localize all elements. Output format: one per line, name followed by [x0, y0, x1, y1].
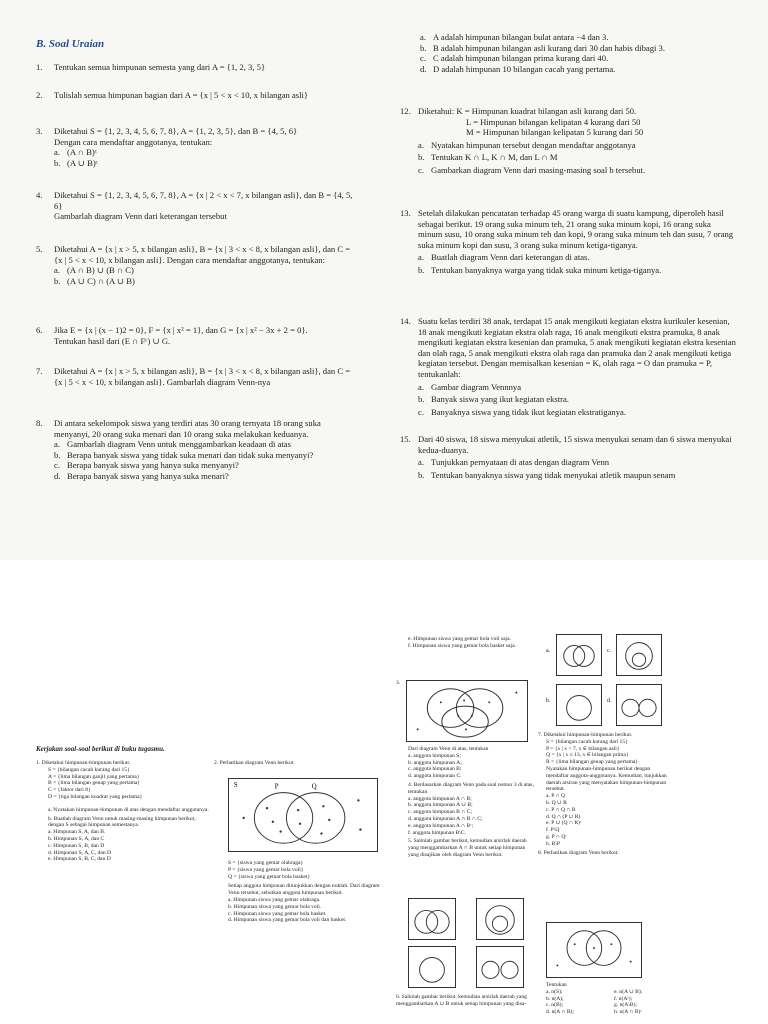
- question-number: 3.: [36, 126, 43, 136]
- q4-item: f. anggota himpunan B\C.: [408, 829, 466, 836]
- q4-item: e. anggota himpunan A ∩ Bᶜ;: [408, 822, 474, 829]
- q7-item: f. P\Q: [546, 827, 560, 834]
- question-14: [400, 316, 736, 417]
- q1-item: e. Himpunan S, B, C, dan D: [48, 856, 111, 863]
- question-text: Jika E = {x | (x − 1)2 = 0}, F = {x | x² = 1}, dan G = {x | x² − 3x + 2 = 0}.: [54, 325, 308, 335]
- question-4: [36, 190, 356, 222]
- option-text: (A ∩ B)ᶜ: [67, 147, 97, 158]
- r-diagram-a: [556, 634, 602, 676]
- q2-text: Perhatikan diagram Venn berikut.: [219, 760, 295, 766]
- r-diagram-c: [616, 634, 662, 676]
- bottom-question-2: [214, 760, 384, 767]
- option-text: Banyak siswa yang ikut kegiatan ekstra.: [431, 394, 569, 405]
- option-letter: a.: [418, 457, 424, 468]
- q8-item: a. n(S);: [546, 988, 563, 995]
- section-title: B. Soal Uraian: [36, 38, 105, 50]
- set-a-ellipse: [427, 689, 473, 728]
- question-number: 7.: [36, 366, 43, 376]
- set-q-ellipse: [286, 793, 344, 844]
- question-number: 8.: [36, 418, 43, 428]
- q8-questions: [546, 982, 676, 1016]
- option-letter: b.: [420, 42, 427, 53]
- question-12: [400, 106, 736, 176]
- q7-item: g. P ∩ Qᶜ: [546, 833, 567, 840]
- option-text: Banyaknya siswa yang tidak ikut kegiatan ekstratiganya.: [431, 406, 626, 417]
- r-diagram-d: [616, 684, 662, 726]
- question-option: [54, 265, 356, 276]
- question-13: [400, 208, 736, 276]
- bottom-question-1: [36, 760, 211, 863]
- option-letter: a.: [418, 139, 424, 150]
- question-option: [420, 43, 736, 54]
- q3-item: a. anggota himpunan S;: [408, 752, 461, 759]
- question-5: [36, 244, 356, 286]
- q7-line: P = {x | x < 7, x ∈ bilangan asli}: [546, 745, 620, 752]
- q2-venn-diagram: [228, 778, 378, 852]
- option-text: Tentukan banyaknya siswa yang tidak menyukai atletik maupun senam: [431, 469, 676, 480]
- mid-item: f. Himpunan siswa yang gemar bola basket saja.: [408, 642, 516, 649]
- q1-set-line: A = {lima bilangan ganjil yang pertama}: [48, 773, 140, 780]
- question-option: [418, 470, 736, 481]
- option-text: Berapa banyak siswa yang hanya suka menyanyi?: [67, 460, 239, 471]
- q8-tentukan: Tentukan: [546, 982, 567, 988]
- r-diagram-b: [556, 684, 602, 726]
- option-text: (A ∩ B) ∪ (B ∩ C): [67, 265, 134, 276]
- q3-item: d. anggota himpunan C.: [408, 773, 462, 780]
- question-1: [36, 62, 356, 73]
- question-text: Setelah dilakukan pencatatan terhadap 45 orang warga di suatu kampung, diperoleh hasil sebagai berikut. 19 orang suka minum teh, 21 orang suka minum kopi, 16 orang suka minum susu, 10 orang suka minum teh dan kopi, 9 orang suka minum teh dan susu, 7 orang suka minum kopi dan susu, 3 orang suka minum ketiga-tiganya.: [418, 208, 734, 250]
- q2-label-q: Q: [311, 783, 317, 791]
- option-letter: d.: [420, 63, 427, 74]
- question-option: [54, 471, 356, 482]
- option-letter: a.: [418, 381, 424, 392]
- q7-line: S = {bilangan cacah kurang dari 15}: [546, 738, 628, 745]
- option-text: A adalah himpunan bilangan bulat antara −4 dan 3.: [433, 32, 609, 42]
- option-letter: c.: [418, 406, 424, 417]
- question-text: Diketahui A = {x | x > 5, x bilangan asli}, B = {x | 3 < x < 8, x bilangan asli}, dan C = {x | 5 < x < 10, x bilangan asli}. Dengan cara mendaftar anggotanya, tentukan:: [54, 244, 351, 265]
- q5-diagram-b: [408, 946, 456, 988]
- q8-item: c. n(B);: [546, 1002, 564, 1009]
- question-text: Tentukan semua himpunan semesta yang dari A = {1, 2, 3, 5}: [54, 62, 266, 72]
- q2-definition: Q = {siswa yang gemar bola basket}: [228, 873, 311, 880]
- q3-venn-diagram: [406, 680, 528, 742]
- q2-item: b. Himpunan siswa yang gemar bola voli.: [228, 903, 322, 910]
- q4-item: c. anggota himpunan B ∩ C;: [408, 809, 473, 816]
- question-subtext: Gambarlah diagram Venn dari keterangan tersebut: [54, 211, 227, 222]
- question-option: [54, 158, 356, 169]
- set-p-ellipse: [254, 793, 312, 844]
- question-option: [418, 457, 736, 468]
- q1-set-line: D = {tiga bilangan kuadrat yang pertama}: [48, 793, 143, 800]
- question-8: [36, 418, 356, 482]
- q7-item: a. P ∩ Q: [546, 793, 566, 800]
- question-option: [420, 32, 736, 43]
- q2-number: 2.: [214, 760, 219, 766]
- q11-options: [400, 32, 736, 74]
- q7-item: e. P ∪ (Q ∩ R)ᶜ: [546, 820, 582, 827]
- option-letter: b.: [418, 264, 425, 275]
- question-option: [420, 64, 736, 75]
- option-text: D adalah himpunan 10 bilangan cacah yang pertama.: [433, 63, 616, 74]
- question-option: [54, 450, 356, 461]
- q8-item: g. n(A\B);: [614, 1002, 637, 1009]
- q8-venn-diagram: [546, 922, 642, 978]
- option-letter: b.: [418, 469, 425, 480]
- option-text: Tentukan banyaknya warga yang tidak suka minum ketiga-tiganya.: [431, 264, 662, 275]
- option-text: Nyatakan himpunan tersebut dengan mendaftar anggotanya: [431, 139, 636, 150]
- q2-body: Setiap anggota himpunan ditunjukkan dengan noktah. Dari diagram Venn tersebut, sebutkan anggota himpunan berikut.: [228, 883, 380, 897]
- option-letter: a.: [418, 252, 424, 263]
- q7-item: h. R\P: [546, 840, 560, 847]
- question-option: [418, 407, 736, 418]
- question-number: 5.: [36, 244, 43, 254]
- option-letter: c.: [420, 53, 426, 64]
- q1-part-a: a. Nyatakan himpunan-himpunan di atas dengan mendaftar anggotanya.: [48, 806, 209, 813]
- q8-item: h. n(A ∩ B)ᶜ: [614, 1009, 642, 1016]
- question-option: [418, 165, 736, 176]
- q2-item: a. Himpunan siswa yang gemar olahraga.: [228, 896, 321, 903]
- option-letter: a.: [420, 32, 426, 42]
- option-letter: b.: [418, 394, 425, 405]
- q8-item: e. n(A ∪ B);: [614, 988, 643, 995]
- q7-block: [538, 732, 668, 856]
- question-15: [400, 434, 736, 480]
- question-option: [418, 152, 736, 163]
- option-letter: b.: [54, 449, 61, 460]
- option-letter: a.: [54, 439, 60, 450]
- q1-set-line: S = {bilangan cacah kurang dari 15}: [48, 766, 130, 773]
- question-subtext: Tentukan hasil dari (E ∩ Fᶜ) ∪ G.: [54, 335, 171, 346]
- question-subtext: L = Himpunan bilangan kelipatan 4 kurang dari 50: [466, 116, 641, 127]
- q3-item: c. anggota himpunan B;: [408, 766, 462, 773]
- question-number: 12.: [400, 106, 411, 116]
- question-text: Diketahui S = {1, 2, 3, 4, 5, 6, 7, 8}, A = {x | 2 < x < 7, x bilangan asli}, dan B = {4, 5, 6}: [54, 190, 353, 211]
- q2-definition: P = {siswa yang gemar bola voli}: [228, 866, 304, 873]
- set-b-ellipse: [456, 689, 502, 728]
- q7-text: 7. Diketahui himpunan-himpunan berikut.: [538, 732, 633, 738]
- q5-diagram-c: [476, 898, 524, 940]
- q1-number: 1.: [36, 760, 41, 766]
- option-letter: a.: [54, 147, 60, 158]
- r-label-b: b.: [546, 698, 551, 704]
- question-text: Di antara sekelompok siswa yang terdiri atas 30 orang ternyata 18 orang suka menyanyi, 20 orang suka menari dan 10 orang suka melakukan keduanya.: [54, 418, 321, 439]
- question-number: 13.: [400, 208, 411, 218]
- q3-number: 3.: [396, 680, 401, 686]
- q2-label-p: P: [274, 783, 279, 791]
- q4-item: d. anggota himpunan A ∩ B ∩ C;: [408, 815, 483, 822]
- option-letter: b.: [54, 275, 61, 286]
- option-letter: b.: [54, 157, 61, 168]
- q6-text: 6. Salinlah gambar berikut, kemudian arsirlah daerah yang menggambarkan A ∪ B untuk setiap himpunan yang disa-: [396, 994, 527, 1007]
- q1-text: Diketahui himpunan-himpunan berikut.: [41, 760, 131, 766]
- question-option: [420, 53, 736, 64]
- r-label-a: a.: [546, 648, 551, 654]
- question-text: Suatu kelas terdiri 38 anak, terdapat 15 anak mengikuti kegiatan ekstra kurikuler kesenian, 18 anak mengikuti kegiatan ekstra olah raga, 16 anak mengikuti ekstra pramuka, 8 anak mengikuti kegiatan ekstra kesenian dan pramuka, 5 anak mengikuti kegiatan ekstra kesenian dan olah raga, 5 anak mengikuti ekstra olah raga dan pramuka dan 2 anak mengikuti ketiga kegiatan tersebut. Dengan memisalkan kesenian = K, olah raga = O dan pramuka = P, tentukanlah:: [418, 316, 736, 379]
- question-option: [418, 252, 736, 263]
- lower-page: [0, 560, 768, 1024]
- option-text: Tentukan K ∩ L, K ∩ M, dan L ∩ M: [431, 152, 558, 163]
- question-option: [418, 140, 736, 151]
- mid-items: [408, 636, 536, 650]
- set-c-ellipse: [442, 706, 488, 737]
- q7-line: Nyatakan himpunan-himpunan berikut dengan mendaftar anggota-anggotanya. Kemudian, tunjukkan daerah arsiran yang menyatakan himpunan-himpunan tersebut.: [546, 765, 667, 793]
- member-dots: [242, 799, 361, 834]
- q1-part-b: b. Buatlah diagram Venn untuk masing-masing himpunan berikut, dengan S sebagai himpunan semestanya.: [48, 815, 196, 829]
- option-letter: a.: [54, 265, 60, 276]
- q1-item: b. Himpunan S, A, dan C: [48, 835, 105, 842]
- q4-text: 4. Berdasarkan diagram Venn pada soal nomor 3 di atas, tentukan: [408, 781, 534, 795]
- question-number: 15.: [400, 434, 411, 444]
- q4-item: a. anggota himpunan A ∩ B;: [408, 795, 472, 802]
- option-letter: b.: [418, 152, 425, 163]
- q8-item: b. n(A);: [546, 995, 564, 1002]
- question-text: Diketahui: K = Himpunan kuadrat bilangan asli kurang dari 50.: [418, 106, 637, 116]
- option-text: Gambarlah diagram Venn untuk menggambarkan keadaan di atas: [67, 439, 291, 450]
- question-option: [54, 439, 356, 450]
- option-text: Tunjukkan pernyataan di atas dengan diagram Venn: [431, 457, 610, 468]
- option-text: (A ∪ B)ᶜ: [67, 157, 98, 168]
- q1-item: c. Himpunan S, B, dan D: [48, 842, 105, 849]
- question-2: [36, 90, 356, 101]
- q2-definition: S = {siswa yang gemar olahraga}: [228, 860, 304, 866]
- question-number: 1.: [36, 62, 43, 72]
- option-text: Gambar diagram Vennnya: [431, 381, 522, 392]
- q7-line: Q = {x | x ≤ 13, x ∈ bilangan prima}: [546, 752, 629, 759]
- q7-line: R = {lima bilangan genap yang pertama}: [546, 759, 639, 766]
- q5-diagram-a: [408, 898, 456, 940]
- q3-item: b. anggota himpunan A;: [408, 759, 462, 766]
- r-label-c: c.: [607, 648, 612, 654]
- q7-item: d. Q ∩ (P ∪ R): [546, 813, 581, 820]
- q1-item: d. Himpunan S, A, C, dan D: [48, 849, 112, 856]
- q8-text: 8. Perhatikan diagram Venn berikut.: [538, 849, 619, 856]
- mid-item: e. Himpunan siswa yang gemar bola voli saja.: [408, 636, 511, 642]
- q8-item: f. n(Aᶜ);: [614, 995, 633, 1002]
- q2-item: c. Himpunan siswa yang gemar bola basket.: [228, 910, 327, 917]
- question-option: [418, 265, 736, 276]
- q3-q4-text: [408, 746, 536, 859]
- question-3: [36, 126, 356, 168]
- question-text: Diketahui A = {x | x > 5, x bilangan asli}, B = {x | 3 < x < 8, x bilangan asli}, dan C = {x | 5 < x < 10, x bilangan asli}. Gambarlah diagram Venn-nya: [54, 366, 351, 387]
- question-text: Diketahui S = {1, 2, 3, 4, 5, 6, 7, 8}, A = {1, 2, 3, 5}, dan B = {4, 5, 6}: [54, 126, 298, 136]
- q2-item: d. Himpunan siswa yang gemar bola voli dan basket.: [228, 917, 347, 924]
- question-number: 6.: [36, 325, 43, 335]
- q3-after: Dari diagram Venn di atas, tentukan: [408, 746, 489, 752]
- option-letter: d.: [54, 470, 61, 481]
- option-text: B adalah himpunan bilangan asli kurang dari 30 dan habis dibagi 3.: [433, 42, 665, 53]
- question-option: [418, 394, 736, 405]
- q2-label-s: S: [233, 781, 238, 789]
- question-text: Dari 40 siswa, 18 siswa menyukai atletik, 15 siswa menyukai senam dan 6 siswa menyukai kedua-duanya.: [418, 434, 732, 455]
- r-label-d: d.: [607, 698, 612, 704]
- q5-text: 5. Salinlah gambar berikut, kemudian arsirlah daerah yang menggambarkan A ∩ B untuk setiap himpunan yang disajikan oleh diagram Venn berikut.: [408, 838, 527, 858]
- option-text: Berapa banyak siswa yang tidak suka menari dan tidak suka menyanyi?: [67, 449, 314, 460]
- question-number: 4.: [36, 190, 43, 200]
- question-option: [54, 460, 356, 471]
- q1-item: a. Himpunan S, A, dan B.: [48, 829, 106, 836]
- question-6: [36, 325, 356, 346]
- question-number: 14.: [400, 316, 411, 326]
- q7-item: c. P ∩ Q ∩ R: [546, 806, 576, 813]
- option-letter: c.: [418, 164, 424, 175]
- question-option: [54, 147, 356, 158]
- q5-diagram-d: [476, 946, 524, 988]
- question-text: Tulislah semua himpunan bagian dari A = {x | 5 < x < 10, x bilangan asli}: [54, 90, 309, 100]
- exercise-header: Kerjakan soal-soal berikut di buku tugasmu.: [36, 745, 165, 753]
- option-text: Buatlah diagram Venn dari keterangan di atas.: [431, 252, 590, 263]
- q8-item: d. n(A ∩ B);: [546, 1009, 574, 1016]
- option-text: (A ∪ C) ∩ (A ∪ B): [67, 275, 135, 286]
- q4-item: b. anggota himpunan A ∪ B;: [408, 802, 473, 809]
- q7-item: b. Q ∪ R: [546, 799, 567, 806]
- q2-details: [228, 860, 383, 924]
- question-7: [36, 366, 356, 387]
- option-text: Gambarkan diagram Venn dari masing-masing soal b tersebut.: [431, 164, 646, 175]
- question-number: 2.: [36, 90, 43, 100]
- question-option: [418, 382, 736, 393]
- question-subtext: M = Himpunan bilangan kelipatan 5 kurang dari 50: [466, 127, 644, 138]
- option-text: Berapa banyak siswa yang hanya suka menari?: [67, 470, 229, 481]
- option-text: C adalah himpunan bilangan prima kurang dari 40.: [433, 53, 609, 64]
- question-subtext: Dengan cara mendaftar anggotanya, tentukan:: [54, 136, 213, 147]
- q1-set-line: C = {faktor dari 8}: [48, 787, 91, 794]
- option-letter: c.: [54, 460, 60, 471]
- q1-set-line: B = {lima bilangan genap yang pertama}: [48, 780, 141, 787]
- question-option: [54, 276, 356, 287]
